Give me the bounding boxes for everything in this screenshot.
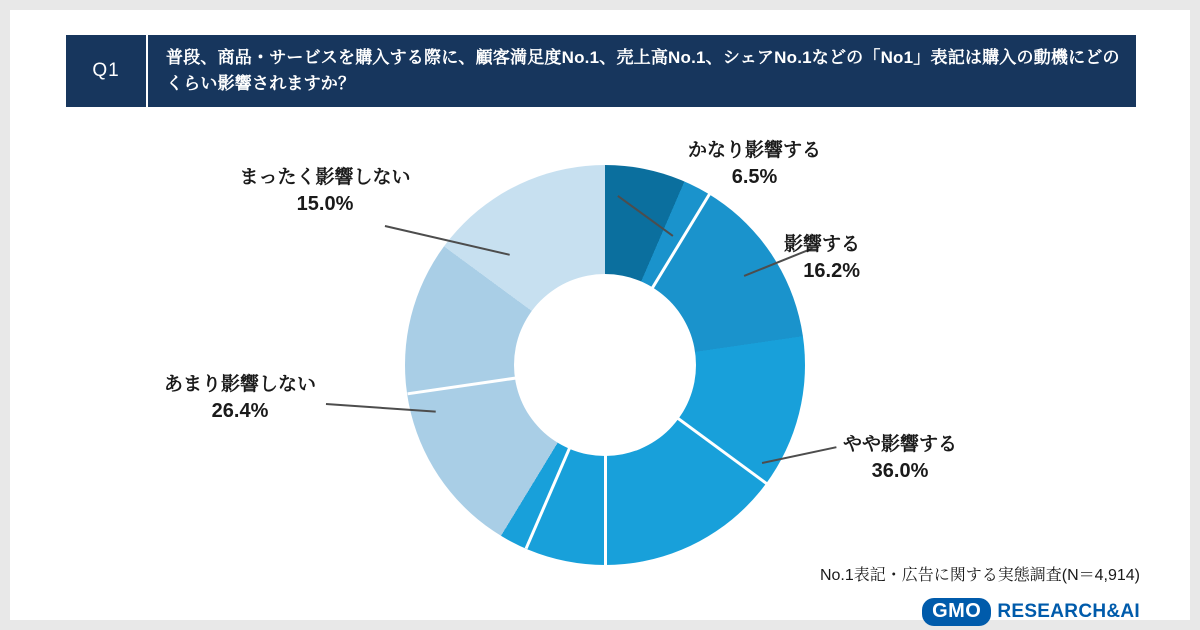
slice-label-yaya: [843, 432, 957, 485]
donut-chart: [405, 165, 805, 565]
slice-label-value: 6.5%: [731, 165, 778, 188]
question-text: 普段、商品・サービスを購入する際に、顧客満足度No.1、売上高No.1、シェアNo.1などの「No1」表記は購入の動機にどのくらい影響されますか？: [166, 47, 1120, 93]
slice-label-name: まったく影響しない: [239, 167, 411, 188]
question-number-badge: Q1: [66, 35, 146, 107]
survey-note: No.1表記・広告に関する実態調査(N＝4,914): [819, 567, 1140, 584]
slice-label-name: やや影響する: [843, 434, 958, 455]
slice-label-name: かなり影響する: [688, 140, 822, 161]
slice-label-mattaku: [225, 165, 425, 218]
brand-logo: [922, 598, 1140, 626]
slide-canvas: [10, 10, 1190, 620]
slice-label-name: 影響する: [783, 234, 860, 255]
logo-text: RESEARCH&AI: [997, 601, 1140, 622]
slice-label-amari: [160, 372, 320, 425]
slice-label-kanari: [688, 138, 821, 191]
question-text-container: [146, 35, 1136, 107]
question-header: [66, 35, 1136, 107]
chart-area: [10, 110, 1190, 620]
slice-label-value: 16.2%: [803, 259, 860, 282]
donut-center-hole: [514, 274, 696, 456]
slice-label-name: あまり影響しない: [163, 374, 316, 395]
slice-label-value: 26.4%: [211, 399, 269, 422]
slice-label-value: 15.0%: [296, 192, 354, 215]
slice-label-eikyo: [710, 232, 860, 285]
slice-label-value: 36.0%: [871, 459, 929, 482]
gmo-logo-mark: GMO: [922, 598, 991, 626]
